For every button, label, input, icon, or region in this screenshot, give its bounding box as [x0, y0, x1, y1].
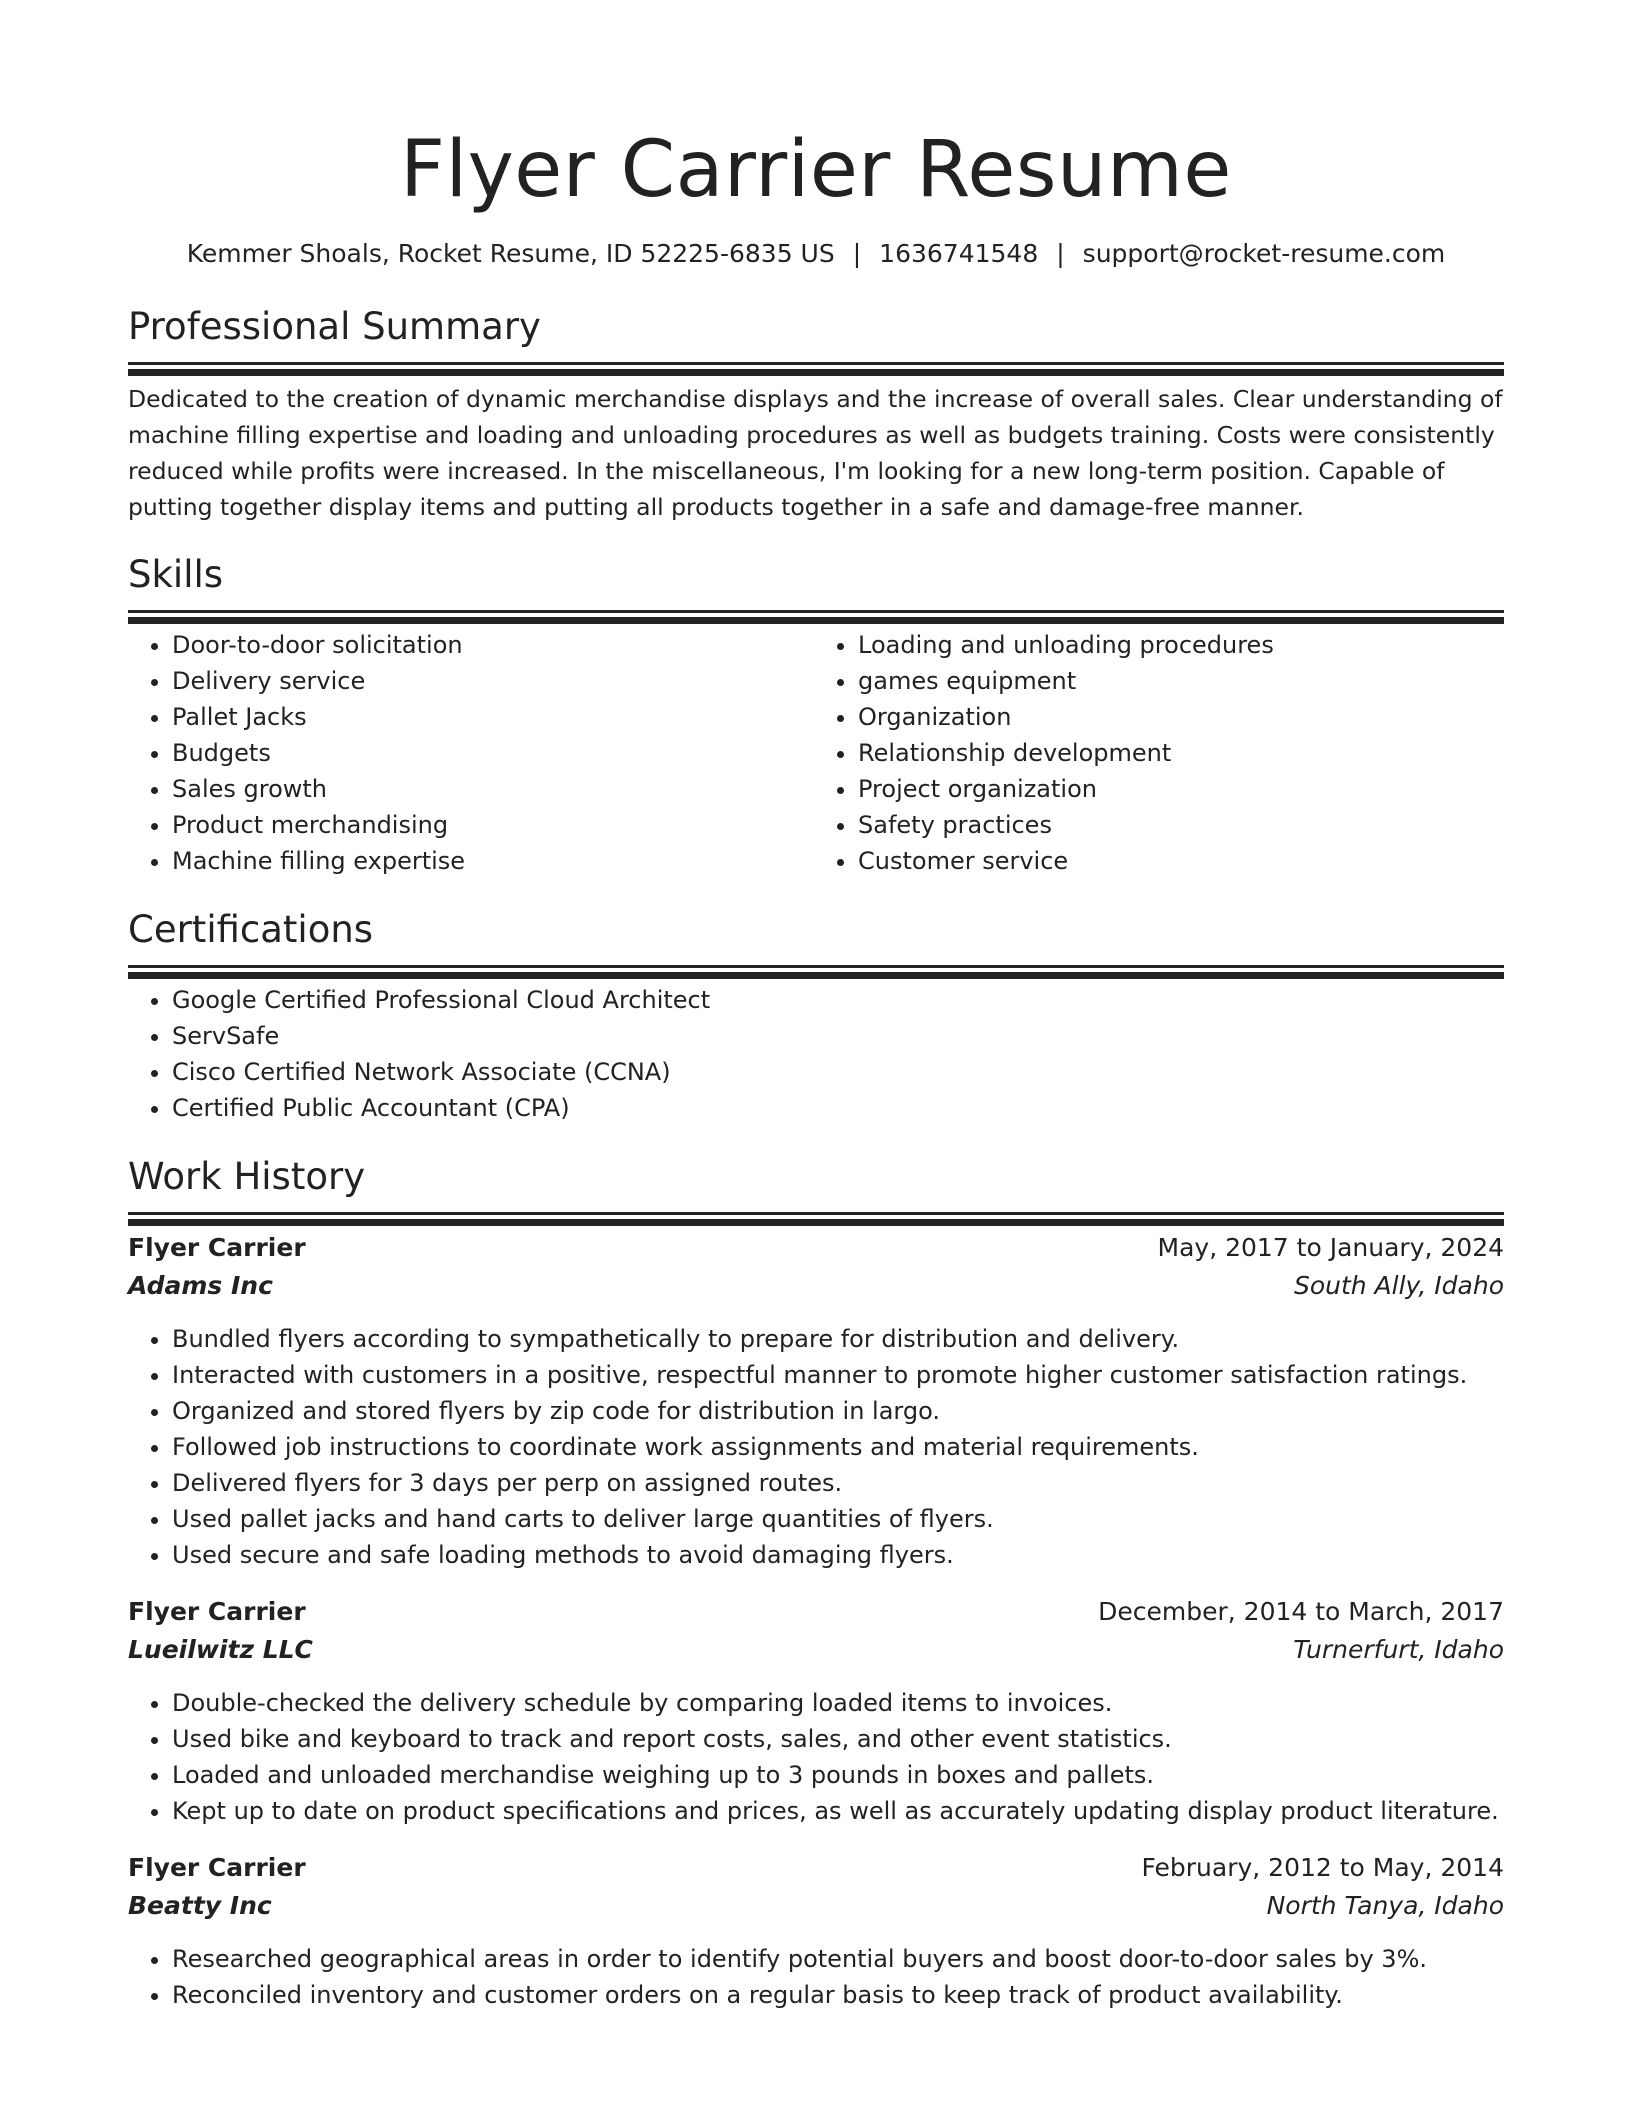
skill-item: • Project organization: [858, 771, 1502, 807]
job-dates: February, 2012 to May, 2014: [1141, 1853, 1504, 1882]
job-bullet: • Used bike and keyboard to track and report costs, sales, and other event statistics.: [172, 1721, 1504, 1757]
job-bullet: • Researched geographical areas in order to identify potential buyers and boost door-to-door sales by 3%.: [172, 1941, 1504, 1977]
skills-column-right: [814, 627, 1502, 879]
job-bullet: • Double-checked the delivery schedule by comparing loaded items to invoices.: [172, 1685, 1504, 1721]
job-location: South Ally, Idaho: [1293, 1271, 1504, 1300]
job-location: Turnerfurt, Idaho: [1293, 1635, 1504, 1664]
job-subheader: [128, 1631, 1504, 1669]
skill-item: • Delivery service: [172, 663, 816, 699]
summary-text: Dedicated to the creation of dynamic merchandise displays and the increase of overall sales. Clear understanding of machine filling expertise and loading and unloading procedures as well as budgets training. Costs were consistently reduced while profits were increased. In the miscellaneous, I'm looking for a new long-term position. Capable of putting together display items and putting all products together in a safe and damage-free manner.: [128, 385, 1503, 521]
job-title: Flyer Carrier: [128, 1233, 306, 1262]
job-bullet: • Interacted with customers in a positive, respectful manner to promote higher customer satisfaction ratings.: [172, 1357, 1504, 1393]
section-heading-summary: Professional Summary: [128, 305, 541, 348]
contact-separator: |: [852, 239, 862, 268]
skill-item: • Customer service: [858, 843, 1502, 879]
job-list: [128, 1229, 1504, 2013]
job-bullets: [128, 1941, 1504, 2013]
skills-column-left: [128, 627, 816, 879]
job-dates: May, 2017 to January, 2024: [1157, 1233, 1504, 1262]
job-bullet: • Used secure and safe loading methods to avoid damaging flyers.: [172, 1537, 1504, 1573]
certification-item: • Cisco Certified Network Associate (CCNA): [172, 1054, 1504, 1090]
skill-item: • Product merchandising: [172, 807, 816, 843]
skill-item: • Door-to-door solicitation: [172, 627, 816, 663]
job-bullets: [128, 1321, 1504, 1573]
contact-address: Kemmer Shoals, Rocket Resume, ID 52225-6835 US: [186, 239, 835, 268]
section-divider: [128, 362, 1504, 365]
job-entry: [128, 1849, 1504, 2013]
job-bullet: • Followed job instructions to coordinate work assignments and material requirements.: [172, 1429, 1504, 1465]
summary-section: [128, 304, 1504, 525]
job-title: Flyer Carrier: [128, 1853, 306, 1882]
job-bullets: [128, 1685, 1504, 1829]
certifications-section: [128, 907, 1504, 1126]
skill-item: • Pallet Jacks: [172, 699, 816, 735]
job-entry: [128, 1593, 1504, 1829]
job-bullet: • Bundled flyers according to sympathetically to prepare for distribution and delivery.: [172, 1321, 1504, 1357]
job-dates: December, 2014 to March, 2017: [1098, 1597, 1504, 1626]
resume-page: [128, 0, 1504, 2013]
job-title: Flyer Carrier: [128, 1597, 306, 1626]
skills-columns: [128, 627, 1504, 879]
certifications-list: [128, 982, 1504, 1126]
job-company: Adams Inc: [128, 1271, 273, 1300]
certification-item: • Certified Public Accountant (CPA): [172, 1090, 1504, 1126]
job-header: [128, 1229, 1504, 1267]
certification-item: • ServSafe: [172, 1018, 1504, 1054]
skill-item: • games equipment: [858, 663, 1502, 699]
section-divider: [128, 965, 1504, 968]
skill-item: • Organization: [858, 699, 1502, 735]
job-company: Beatty Inc: [128, 1891, 272, 1920]
section-heading-certifications: Certifications: [128, 908, 374, 951]
contact-line: [128, 238, 1504, 270]
contact-email: support@rocket-resume.com: [1082, 239, 1446, 268]
skill-item: • Sales growth: [172, 771, 816, 807]
job-location: North Tanya, Idaho: [1266, 1891, 1504, 1920]
work-history-section: [128, 1154, 1504, 2013]
job-bullet: • Loaded and unloaded merchandise weighing up to 3 pounds in boxes and pallets.: [172, 1757, 1504, 1793]
job-bullet: • Kept up to date on product specifications and prices, as well as accurately updating display product literature.: [172, 1793, 1504, 1829]
job-bullet: • Delivered flyers for 3 days per perp on assigned routes.: [172, 1465, 1504, 1501]
job-header: [128, 1849, 1504, 1887]
section-heading-skills: Skills: [128, 553, 224, 596]
job-bullet: • Used pallet jacks and hand carts to deliver large quantities of flyers.: [172, 1501, 1504, 1537]
skill-item: • Machine filling expertise: [172, 843, 816, 879]
skill-item: • Loading and unloading procedures: [858, 627, 1502, 663]
section-divider: [128, 610, 1504, 613]
skill-item: • Safety practices: [858, 807, 1502, 843]
job-bullet: • Reconciled inventory and customer orders on a regular basis to keep track of product availability.: [172, 1977, 1504, 2013]
job-entry: [128, 1229, 1504, 1573]
skill-item: • Budgets: [172, 735, 816, 771]
section-divider: [128, 1212, 1504, 1215]
job-subheader: [128, 1887, 1504, 1925]
job-bullet: • Organized and stored flyers by zip code for distribution in largo.: [172, 1393, 1504, 1429]
skill-item: • Relationship development: [858, 735, 1502, 771]
section-heading-work-history: Work History: [128, 1155, 366, 1198]
job-company: Lueilwitz LLC: [128, 1635, 313, 1664]
resume-title: Flyer Carrier Resume: [400, 125, 1232, 215]
job-subheader: [128, 1267, 1504, 1305]
contact-separator: |: [1056, 239, 1065, 268]
skills-section: [128, 552, 1504, 879]
contact-phone: 1636741548: [879, 239, 1039, 268]
certification-item: • Google Certified Professional Cloud Architect: [172, 982, 1504, 1018]
job-header: [128, 1593, 1504, 1631]
